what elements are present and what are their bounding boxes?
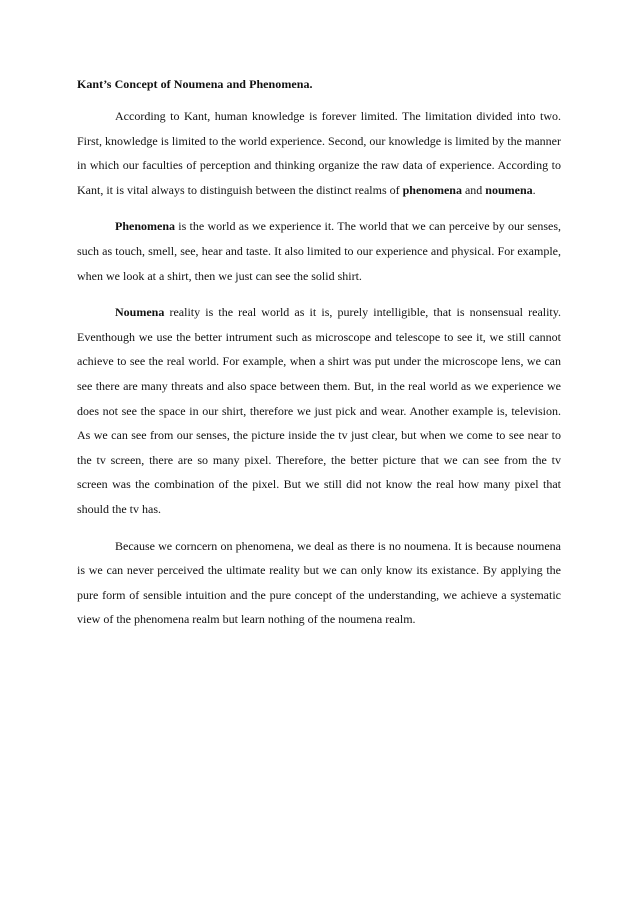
paragraph-intro <box>77 104 561 202</box>
paragraph-intro-text: According to Kant, human knowledge is forever limited. The limitation divided into two. First, knowledge is limited to the world experience. Second, our knowledge is limited by the manner in which our faculties of perception and thinking organize the raw data of experience. According to Kant, it is vital always to distinguish between the distinct realms of <box>77 109 561 197</box>
term-noumena: noumena <box>485 182 533 197</box>
paragraph-phenomena <box>77 214 561 288</box>
paragraph-intro-connector: and <box>461 182 486 197</box>
paragraph-noumena-term: Noumena <box>115 305 165 320</box>
paragraph-conclusion <box>77 534 561 632</box>
term-phenomena: phenomena <box>402 182 462 197</box>
paragraph-conclusion-text: Because we corncern on phenomena, we deal as there is no noumena. It is because noumena is we can never perceived the ultimate reality but we can only know its existance. By applying the pure form of sensible intuition and the pure concept of the understanding, we achieve a systematic view of the phenomena realm but learn nothing of the noumena realm. <box>77 538 561 627</box>
document-body <box>77 77 561 644</box>
document-title: Kant’s Concept of Noumena and Phenomena. <box>77 77 313 91</box>
paragraph-intro-end: . <box>532 182 536 197</box>
paragraph-phenomena-term: Phenomena <box>115 219 175 234</box>
paragraph-noumena-text: reality is the real world as it is, purely intelligible, that is nonsensual reality. Eventhough we use the better intrument such as microscope and telescope to see it, we still cannot achieve to see the real world. For example, when a shirt was put under the microscope lens, we can see there are many threats and also space between them. But, in the real world as we experience we does not see the space in our shirt, therefore we just pick and wear. Another example is, television. As we can see from our senses, the picture inside the tv just clear, but when we come to see near to the tv screen, there are so many pixel. Therefore, the better picture that we can see from the tv screen was the combination of the pixel. But we still did not know the real how many pixel that should the tv has. <box>77 305 561 516</box>
paragraph-noumena <box>77 300 561 521</box>
paragraph-phenomena-text: is the world as we experience it. The world that we can perceive by our senses, such as touch, smell, see, hear and taste. It also limited to our experience and physical. For example, when we look at a shirt, then we just can see the solid shirt. <box>77 219 561 283</box>
